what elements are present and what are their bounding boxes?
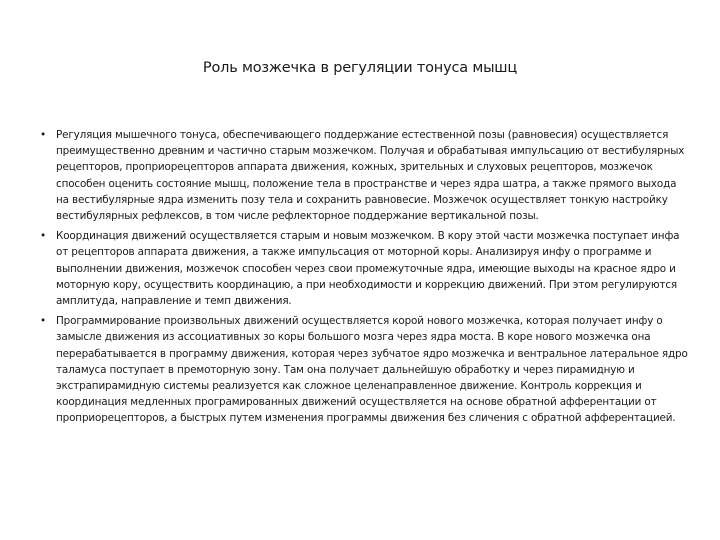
- bullet-text: Координация движений осуществляется старым и новым мозжечком. В кору этой части мозжечка поступает инфа от рецепторов аппарата движения, а также импульсация от моторной коры. Анализируя инфу о программе и выполнении движения, мозжечок способен через свои промежуточные ядра, имеющие выходы на красное ядро и моторную кору, осуществить координацию, а при необходимости и коррекцию движений. При этом регулируются амплитуда, направление и темп движения.: [56, 230, 680, 308]
- bullet-item: [40, 127, 690, 224]
- bullet-icon: •: [40, 129, 46, 141]
- bullet-icon: •: [40, 315, 46, 328]
- bullet-list: [40, 127, 690, 431]
- bullet-item: [40, 228, 690, 309]
- slide-title: Роль мозжечка в регуляции тонуса мышц: [202, 60, 518, 76]
- bullet-icon: •: [40, 230, 46, 243]
- bullet-text: Программирование произвольных движений осуществляется корой нового мозжечка, которая получает инфу о замысле движения из ассоциативных зо коры большого мозга через ядра моста. В коре нового мозжечка она перерабатывается в программу движения, которая через зубчатое ядро мозжечка и вентральное латеральное ядро таламуса поступает в премоторную зону. Там она получает дальнейшую обработку и через пирамидную и экстрапирамидную системы реализуется как сложное целенаправленное движение. Контроль коррекция и координация медленных програмированных движений осуществляется на основе обратной афферентации от проприорецепторов, а быстрых путем изменения программы движения без сличения с обратной афферентацией.: [56, 315, 688, 425]
- bullet-text: Регуляция мышечного тонуса, обеспечивающего поддержание естественной позы (равновесия) осуществляется преимущественно древним и частично старым мозжечком. Получая и обрабатывая импульсацию от вестибулярных рецепторов, проприорецепторов аппарата движения, кожных, зрительных и слуховых рецепторов, мозжечок способен оценить состояние мышц, положение тела в пространстве и через ядра шатра, а также прямого выхода на вестибулярные ядра изменить позу тела и сохранить равновесие. Мозжечок осуществляет тонкую настройку вестибулярных рефлексов, в том числе рефлекторное поддержание вертикальной позы.: [56, 129, 685, 223]
- bullet-item: [40, 313, 690, 426]
